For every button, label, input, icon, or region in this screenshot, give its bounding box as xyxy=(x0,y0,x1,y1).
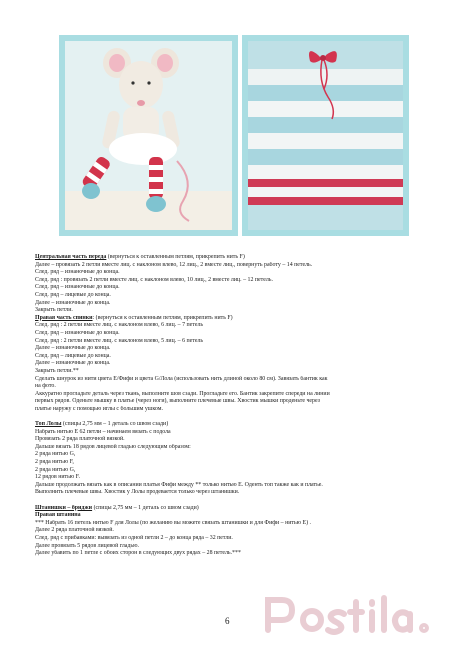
text-line xyxy=(35,292,435,300)
text-line xyxy=(35,391,435,399)
text-line xyxy=(35,254,435,262)
text-segment: Сделать шнурок из нити цвета E/Фифи и цвета G/Лола (использовать нить длиной около 80 см). Завязать бантик как xyxy=(35,375,328,382)
text-segment: След. ряд – изнаночные до конца. xyxy=(35,329,120,336)
text-line xyxy=(35,474,435,482)
text-line xyxy=(35,413,435,421)
text-line xyxy=(35,429,435,437)
text-segment: Штанишки – бриджи xyxy=(35,504,93,511)
text-line xyxy=(35,451,435,459)
text-line xyxy=(35,459,435,467)
text-line xyxy=(35,368,435,376)
text-segment: 2 ряда нитью F, xyxy=(35,459,74,466)
text-line xyxy=(35,489,435,497)
text-line xyxy=(35,376,435,384)
text-segment: Далее – провязать 2 петли вместе лиц. с наклоном влево, 12 лиц., 2 вместе лиц., повернуть работу – 14 петель. xyxy=(35,261,313,268)
text-segment: 2 ряда нитью G, xyxy=(35,451,76,458)
text-segment: Дальше вязать 18 рядов лицевой гладью следующим образом: xyxy=(35,443,191,450)
text-line xyxy=(35,338,435,346)
page-number: 6 xyxy=(225,616,230,626)
text-segment: Далее – изнаночные до конца. xyxy=(35,360,111,367)
text-segment: След. ряд – лицевые до конца. xyxy=(35,352,111,359)
text-line xyxy=(35,284,435,292)
text-segment: Далее – изнаночные до конца. xyxy=(35,345,111,352)
text-segment: Топ Лолы xyxy=(35,421,62,428)
text-line xyxy=(35,406,435,414)
mouse-doll-photo xyxy=(59,35,238,236)
text-segment: (спицы 2,75 мм – 1 деталь со швом сзади) xyxy=(61,421,169,428)
text-line xyxy=(35,277,435,285)
text-line xyxy=(35,360,435,368)
text-segment: 12 рядов нитью F. xyxy=(35,474,80,481)
text-segment: *** Набрать 16 петель нитью F для Лолы (по желанию вы можете связать штанишки и для Фифи – нитью E) . xyxy=(35,519,312,526)
text-segment: Выполнить плечевые швы. Хвостик у Лолы продевается только через штанишки. xyxy=(35,489,240,496)
pattern-text xyxy=(35,254,435,558)
text-line xyxy=(35,269,435,277)
text-line xyxy=(35,345,435,353)
striped-dress-photo xyxy=(242,35,409,236)
text-line xyxy=(35,543,435,551)
text-segment: След. ряд с прибавками: вывязать из одной петли 2 – до конца ряда – 32 петли. xyxy=(35,534,233,541)
text-line xyxy=(35,482,435,490)
text-segment: платье наружу с помощью иглы с большим ушком. xyxy=(35,405,163,412)
mouse-doll-illustration xyxy=(65,41,232,230)
text-segment: : (вернуться к оставленным петлям, прикрепить нить F) xyxy=(92,314,233,321)
text-line xyxy=(35,467,435,475)
text-line xyxy=(35,421,435,429)
text-segment: Далее провязать 5 рядов лицевой гладью. xyxy=(35,542,139,549)
text-segment: След. ряд – изнаночные до конца. xyxy=(35,284,120,291)
text-segment: След. ряд – лицевые до конца. xyxy=(35,291,111,298)
text-line xyxy=(35,527,435,535)
text-line xyxy=(35,444,435,452)
text-segment: Правая штанина xyxy=(35,512,81,519)
text-segment: След. ряд : 2 петли вместе лиц. с наклоном влево, 6 лиц. – 7 петель xyxy=(35,322,204,329)
text-segment: Дальше продолжать вязать как в описании платья Фифи между ** только нитью E. Оденть топ также как и платье. xyxy=(35,481,323,488)
text-line xyxy=(35,315,435,323)
text-line xyxy=(35,512,435,520)
text-segment: Центральная часть переда xyxy=(35,254,107,260)
text-line xyxy=(35,550,435,558)
text-segment: 2 ряда нитью G, xyxy=(35,466,76,473)
text-line xyxy=(35,330,435,338)
text-segment: Закрыть петли.** xyxy=(35,367,79,374)
text-line xyxy=(35,520,435,528)
text-line xyxy=(35,383,435,391)
text-line xyxy=(35,398,435,406)
text-segment: Аккуратно прогладьте деталь через ткань, выполните шов сзади. Прогладьте его. Бантик закрепите спереди на линии xyxy=(35,390,330,397)
text-segment: Закрыть петли. xyxy=(35,307,73,314)
text-segment: (вернуться к оставленным петлям, прикрепить нить F) xyxy=(106,254,245,260)
text-line xyxy=(35,436,435,444)
text-line xyxy=(35,307,435,315)
postila-watermark xyxy=(258,590,448,638)
text-segment: Далее – изнаночные до конца. xyxy=(35,299,111,306)
text-segment: Далее убавить по 1 петле с обоих сторон в следующих двух рядах – 28 петель.*** xyxy=(35,550,241,557)
text-segment: Провязать 2 ряда платочной вязкой. xyxy=(35,436,125,443)
text-segment: Правая часть спинки xyxy=(35,314,93,321)
text-line xyxy=(35,535,435,543)
text-segment: Набрать нитью E 62 петли – начинаем вязать с подола xyxy=(35,428,171,435)
striped-dress-illustration xyxy=(248,41,403,230)
text-segment: первых рядов. Оденьте мышку в платье (через ноги), выполните плечевые швы. Хвостик мышки проденьте через xyxy=(35,398,320,405)
text-segment: След. ряд : 2 петли вместе лиц. с наклоном влево, 5 лиц. – 6 петель xyxy=(35,337,204,344)
text-line xyxy=(35,262,435,270)
text-segment: (спицы 2,75 мм – 1 деталь со швом сзади) xyxy=(92,504,199,511)
text-line xyxy=(35,353,435,361)
text-line xyxy=(35,300,435,308)
text-line xyxy=(35,505,435,513)
text-segment: След. ряд – изнаночные до конца. xyxy=(35,269,120,276)
text-line xyxy=(35,322,435,330)
text-line xyxy=(35,497,435,505)
text-segment: на фото. xyxy=(35,383,56,390)
text-segment: След. ряд : провязать 2 петли вместе лиц. с наклоном влево, 10 лиц., 2 вместе лиц. – 12 петель. xyxy=(35,276,273,283)
text-segment: Далее 2 ряда платочной вязкой. xyxy=(35,527,114,534)
